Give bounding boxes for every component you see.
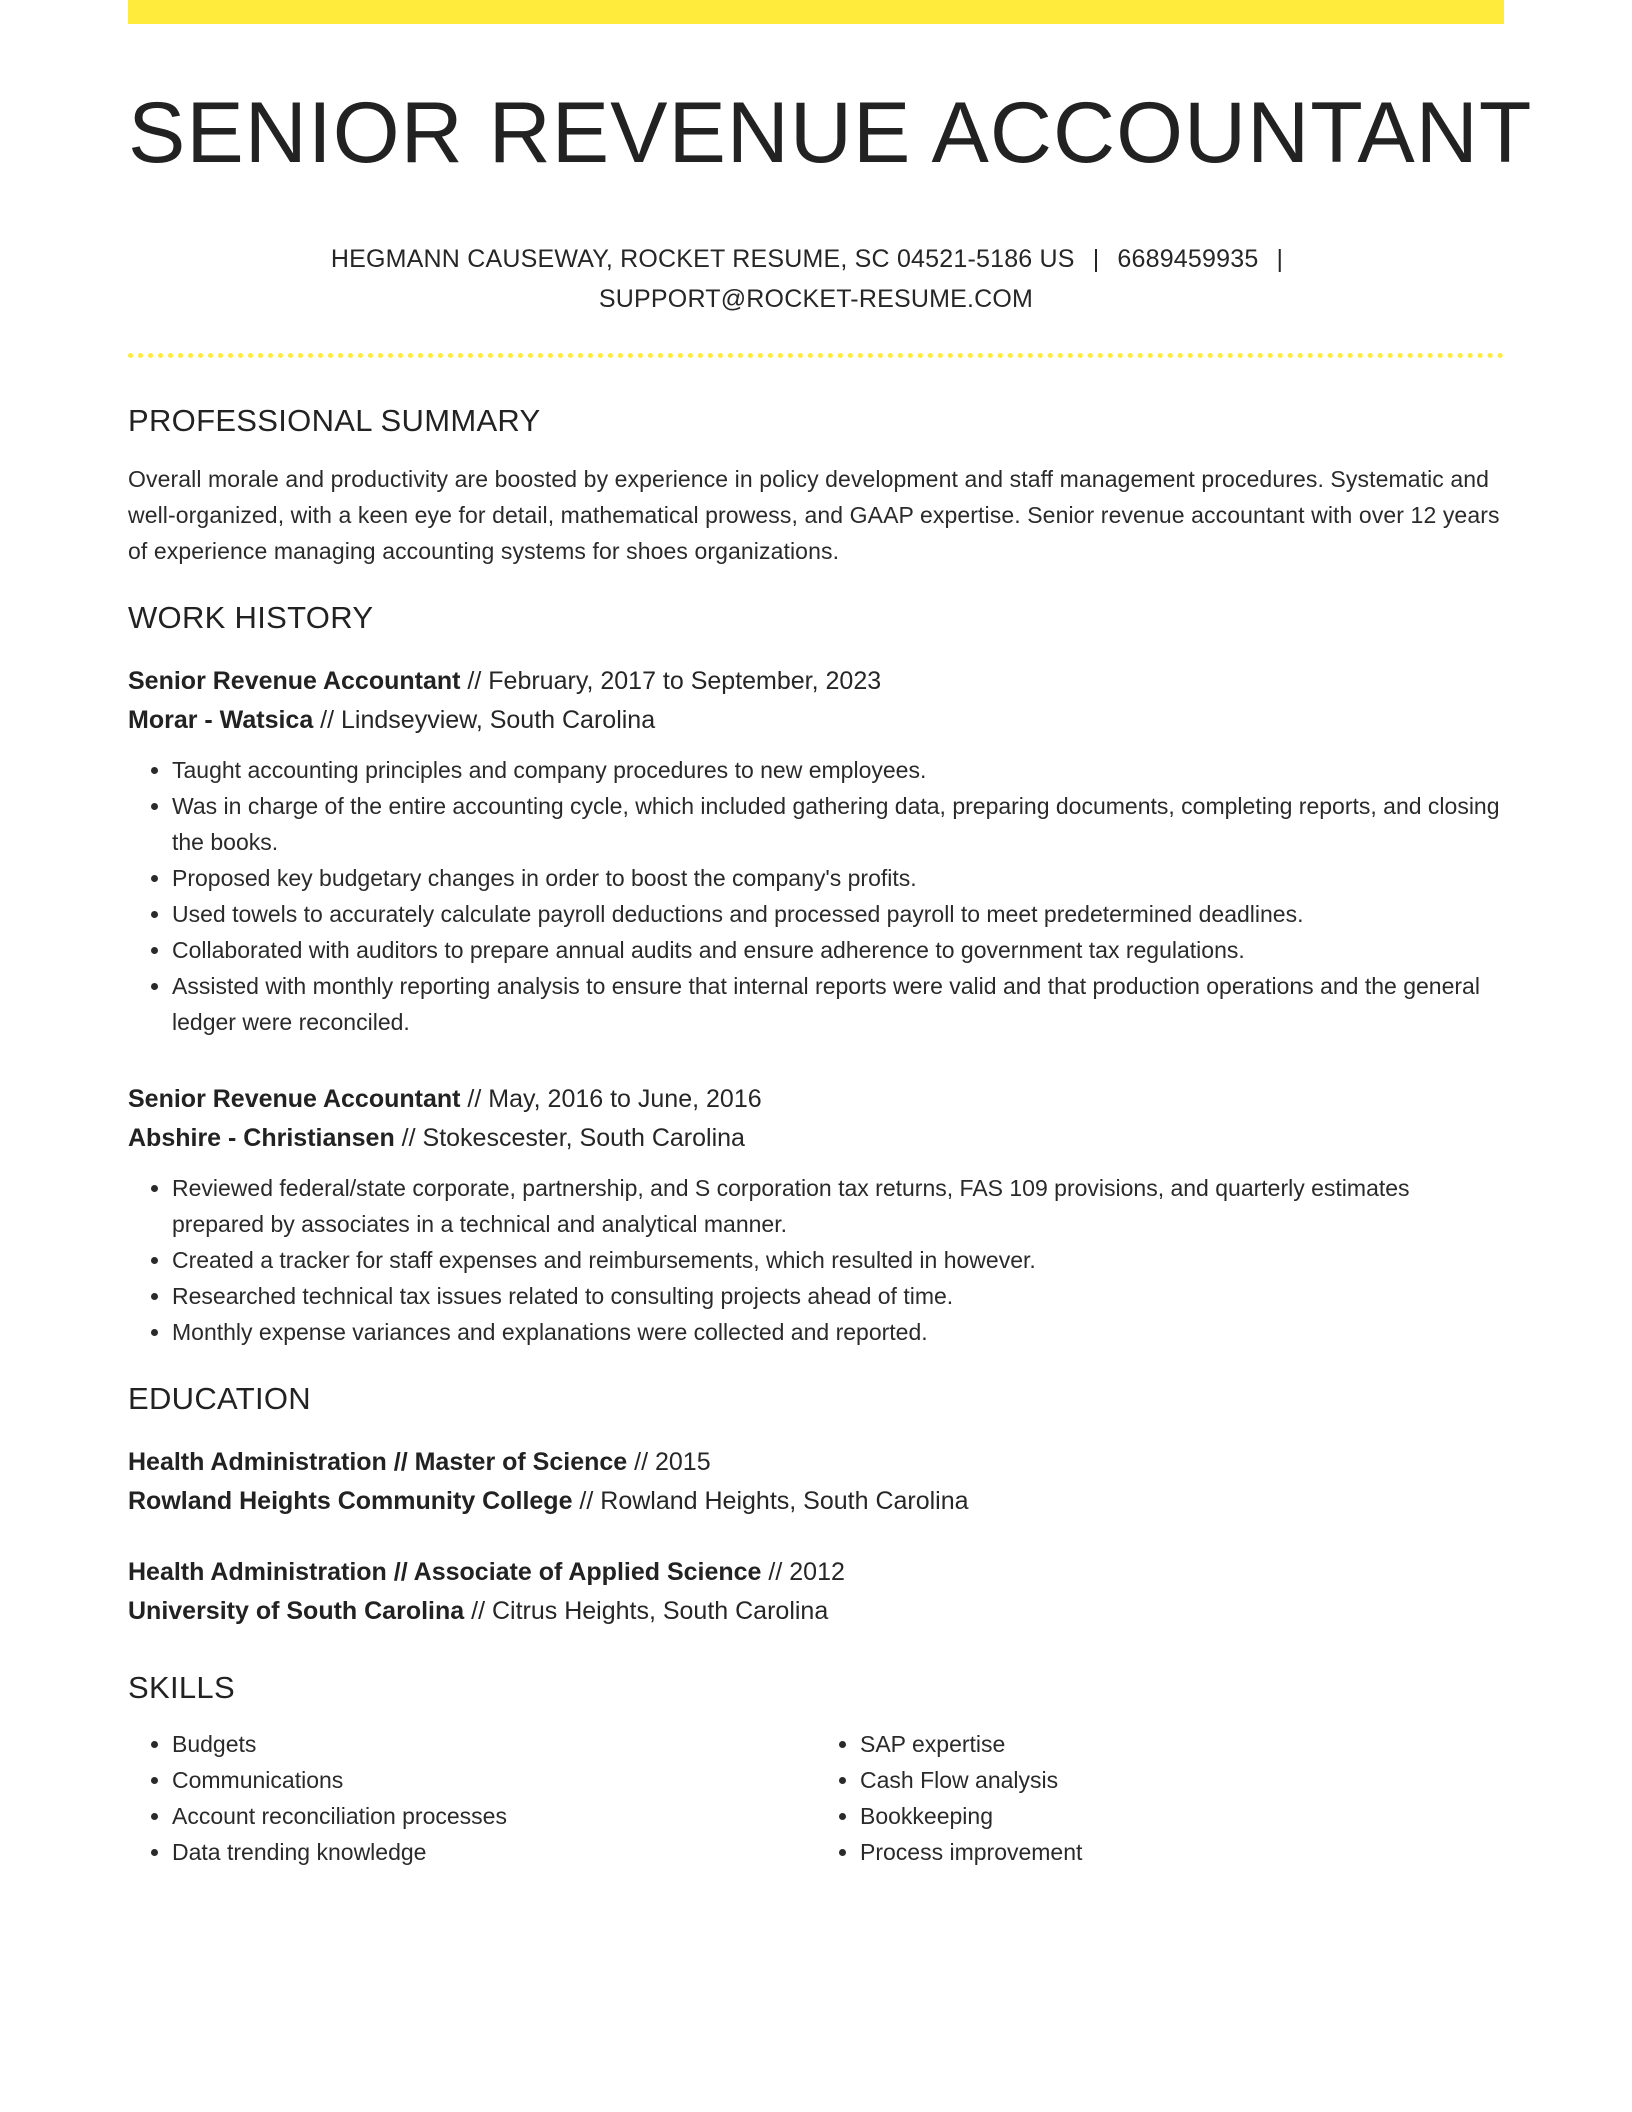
field-separator: //: [394, 1123, 423, 1152]
contact-address: HEGMANN CAUSEWAY, ROCKET RESUME, SC 04521-5186 US: [330, 244, 1075, 273]
education-location: Rowland Heights, South Carolina: [600, 1487, 969, 1516]
list-item: • Researched technical tax issues related to consulting projects ahead of time.: [172, 1278, 1504, 1314]
contact-email: SUPPORT@ROCKET-RESUME.COM: [598, 284, 1034, 313]
list-item: • Collaborated with auditors to prepare annual audits and ensure adherence to government tax regulations.: [172, 932, 1504, 968]
education-school-line: [128, 1482, 1504, 1521]
skill-item: • Process improvement: [860, 1834, 1504, 1870]
field-separator: //: [572, 1487, 601, 1516]
job-company: Morar - Watsica: [128, 705, 314, 734]
job-dates: February, 2017 to September, 2023: [488, 666, 882, 695]
education-school-line: [128, 1592, 1504, 1631]
job-role: Senior Revenue Accountant: [128, 666, 461, 695]
job-bullets: [128, 752, 1504, 1040]
summary-text: Overall morale and productivity are boosted by experience in policy development and staff management procedures. Systematic and well-organized, with a keen eye for detail, mathematical prowess, and GAAP expertise. Senior revenue accountant with over 12 years of experience managing accounting systems for shoes organizations.: [128, 465, 1500, 564]
education-entry: [128, 1443, 1504, 1521]
skill-item: • Data trending knowledge: [172, 1834, 816, 1870]
section-title-education: EDUCATION: [128, 1380, 311, 1416]
education-degree: Health Administration // Associate of Applied Science: [128, 1558, 762, 1587]
field-separator: //: [464, 1597, 492, 1626]
education-entry: [128, 1553, 1504, 1631]
skill-item: • Bookkeeping: [860, 1798, 1504, 1834]
job-company-line: [128, 1119, 1504, 1158]
skill-item: • Budgets: [172, 1726, 816, 1762]
field-separator: //: [460, 1084, 489, 1113]
job-title-line: [128, 662, 1504, 701]
education-location: Citrus Heights, South Carolina: [491, 1597, 829, 1626]
list-item: • Assisted with monthly reporting analysis to ensure that internal reports were valid and that production operations and the general ledger were reconciled.: [172, 968, 1504, 1040]
education-school: University of South Carolina: [128, 1597, 465, 1626]
resume-page: [128, 0, 1533, 1870]
list-item: • Proposed key budgetary changes in order to boost the company's profits.: [172, 860, 1504, 896]
resume-title: SENIOR REVENUE ACCOUNTANT: [128, 85, 1533, 181]
education-degree-line: [128, 1443, 1504, 1482]
field-separator: //: [761, 1558, 790, 1587]
skill-item: • Account reconciliation processes: [172, 1798, 816, 1834]
list-item: • Monthly expense variances and explanations were collected and reported.: [172, 1314, 1504, 1350]
accent-top-bar: [128, 0, 1504, 24]
list-item: • Created a tracker for staff expenses and reimbursements, which resulted in however.: [172, 1242, 1504, 1278]
job-company-line: [128, 701, 1504, 740]
job-title-line: [128, 1080, 1504, 1119]
education-year: 2012: [789, 1558, 845, 1587]
job-location: Lindseyview, South Carolina: [341, 705, 656, 734]
contact-info: [128, 239, 1504, 319]
contact-separator: |: [1276, 244, 1284, 273]
header-divider: [128, 353, 1504, 358]
field-separator: //: [460, 666, 489, 695]
skills-column-right: [816, 1726, 1504, 1870]
education-school: Rowland Heights Community College: [128, 1487, 573, 1516]
list-item: • Was in charge of the entire accounting cycle, which included gathering data, preparing documents, completing reports, and closing the books.: [172, 788, 1504, 860]
section-title-work-history: WORK HISTORY: [128, 599, 374, 635]
job-bullets: [128, 1170, 1504, 1350]
field-separator: //: [627, 1448, 655, 1477]
section-title-skills: SKILLS: [128, 1670, 235, 1706]
field-separator: //: [313, 705, 342, 734]
contact-phone: 6689459935: [1117, 244, 1259, 273]
list-item: • Reviewed federal/state corporate, partnership, and S corporation tax returns, FAS 109 provisions, and quarterly estimates prepared by associates in a technical and analytical manner.: [172, 1170, 1504, 1242]
skill-item: • Communications: [172, 1762, 816, 1798]
contact-line-1: [128, 239, 1504, 279]
job-entry: [128, 1080, 1504, 1350]
education-degree: Health Administration // Master of Science: [128, 1448, 628, 1477]
skills-column-left: [128, 1726, 816, 1870]
skill-item: • SAP expertise: [860, 1726, 1504, 1762]
job-entry: [128, 662, 1504, 1040]
section-title-summary: PROFESSIONAL SUMMARY: [128, 402, 541, 438]
job-company: Abshire - Christiansen: [128, 1123, 395, 1152]
job-location: Stokescester, South Carolina: [422, 1123, 745, 1152]
skills-grid: [128, 1726, 1504, 1870]
list-item: • Taught accounting principles and company procedures to new employees.: [172, 752, 1504, 788]
education-year: 2015: [654, 1448, 711, 1477]
contact-separator: |: [1092, 244, 1100, 273]
list-item: • Used towels to accurately calculate payroll deductions and processed payroll to meet predetermined deadlines.: [172, 896, 1504, 932]
job-role: Senior Revenue Accountant: [128, 1084, 461, 1113]
job-dates: May, 2016 to June, 2016: [488, 1084, 762, 1113]
education-degree-line: [128, 1553, 1504, 1592]
skill-item: • Cash Flow analysis: [860, 1762, 1504, 1798]
